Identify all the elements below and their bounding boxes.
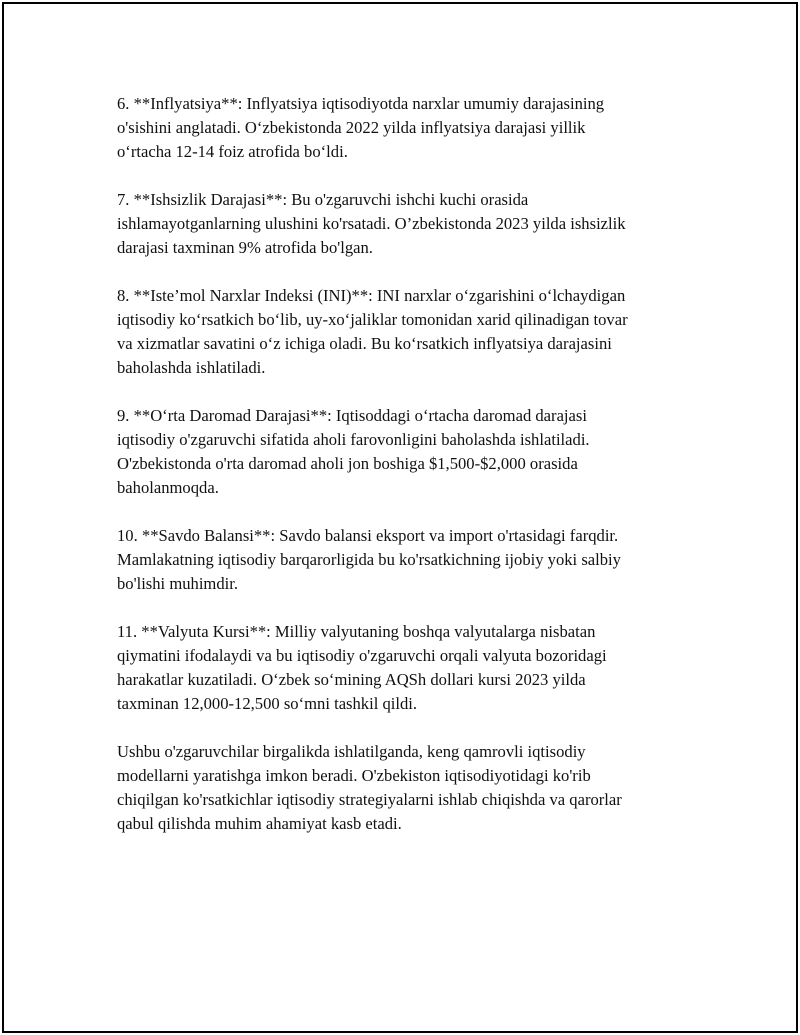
paragraph-conclusion: Ushbu o'zgaruvchilar birgalikda ishlatilganda, keng qamrovli iqtisodiy modellarni yaratishga imkon beradi. O'zbekiston iqtisodiyotidagi ko'rib chiqilgan ko'rsatkichlar iqtisodiy strategiyalarni ishlab chiqishda va qarorlar qabul qilishda muhim ahamiyat kasb etadi. — [117, 742, 622, 833]
paragraph-average-income: 9. **O‘rta Daromad Darajasi**: Iqtisoddagi o‘rtacha daromad darajasi iqtisodiy o'zgaruvchi sifatida aholi farovonligini baholashda ishlatiladi. O'zbekistonda o'rta daromad aholi jon boshiga $1,500-$2,000 orasida baholanmoqda. — [117, 406, 590, 497]
document-body — [117, 92, 697, 860]
paragraph-unemployment: 7. **Ishsizlik Darajasi**: Bu o'zgaruvchi ishchi kuchi orasida ishlamayotganlarning ulushini ko'rsatadi. O’zbekistonda 2023 yilda ishsizlik darajasi taxminan 9% atrofida bo'lgan. — [117, 190, 626, 257]
paragraph-exchange-rate: 11. **Valyuta Kursi**: Milliy valyutaning boshqa valyutalarga nisbatan qiymatini ifodalaydi va bu iqtisodiy o'zgaruvchi orqali valyuta bozoridagi harakatlar kuzatiladi. O‘zbek so‘mining AQSh dollari kursi 2023 yilda taxminan 12,000-12,500 so‘mni tashkil qildi. — [117, 622, 607, 713]
paragraph-trade-balance: 10. **Savdo Balansi**: Savdo balansi eksport va import o'rtasidagi farqdir. Mamlakatning iqtisodiy barqarorligida bu ko'rsatkichning ijobiy yoki salbiy bo'lishi muhimdir. — [117, 526, 621, 593]
paragraph-inflation: 6. **Inflyatsiya**: Inflyatsiya iqtisodiyotda narxlar umumiy darajasining o'sishini anglatadi. O‘zbekistonda 2022 yilda inflyatsiya darajasi yillik o‘rtacha 12-14 foiz atrofida bo‘ldi. — [117, 94, 605, 161]
paragraph-consumer-price-index: 8. **Iste’mol Narxlar Indeksi (INI)**: INI narxlar o‘zgarishini o‘lchaydigan iqtisodiy ko‘rsatkich bo‘lib, uy-xo‘jaliklar tomonidan xarid qilinadigan tovar va xizmatlar savatini o‘z ichiga oladi. Bu ko‘rsatkich inflyatsiya darajasini baholashda ishlatiladi. — [117, 286, 628, 377]
